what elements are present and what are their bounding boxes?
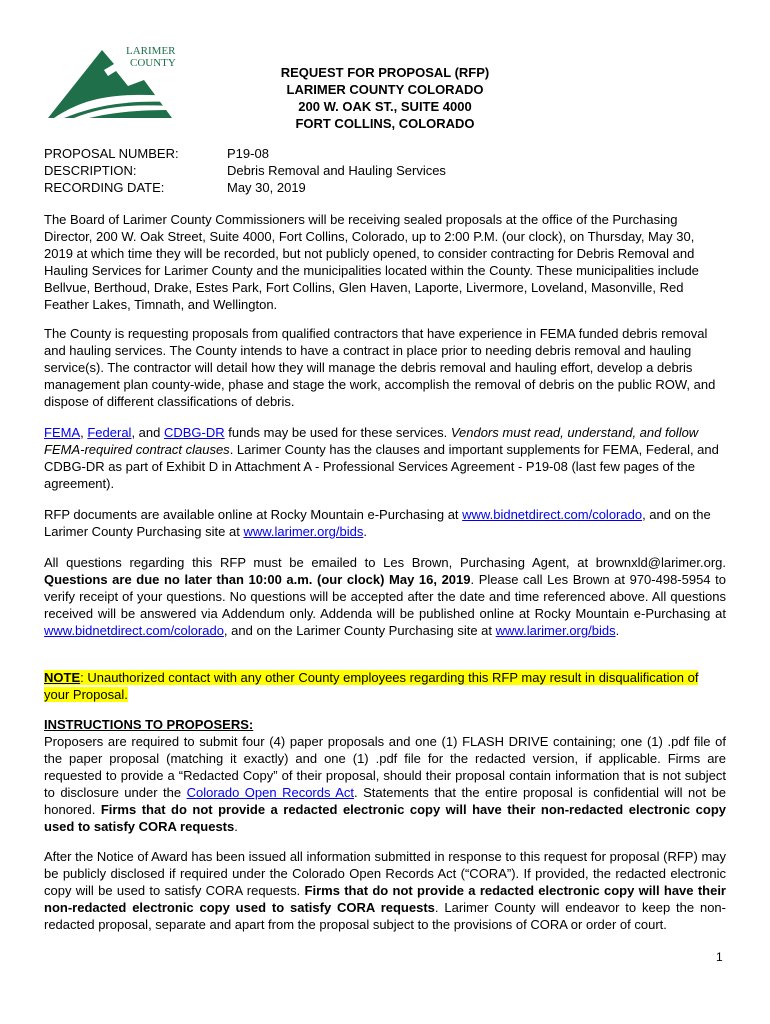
- funding-sep-2: , and: [131, 425, 164, 440]
- larimer-bids-link-2[interactable]: www.larimer.org/bids: [495, 623, 616, 638]
- federal-link[interactable]: Federal: [87, 425, 132, 440]
- note-text: : Unauthorized contact with any other County employees regarding this RFP may result in disqualification of your Proposal.: [44, 670, 699, 702]
- bidnet-link[interactable]: www.bidnetdirect.com/colorado: [462, 507, 643, 522]
- logo-line1: LARIMER: [126, 45, 176, 57]
- questions-text-3: , and on the Larimer County Purchasing site at: [223, 623, 496, 638]
- paragraph-questions: [44, 554, 726, 639]
- recording-date-row: [44, 179, 446, 196]
- questions-deadline: Questions are due no later than 10:00 a.m. (our clock) May 16, 2019: [44, 572, 471, 587]
- rfp-header: [200, 64, 570, 132]
- header-line-2: LARIMER COUNTY COLORADO: [286, 82, 484, 97]
- header-line-3: 200 W. OAK ST., SUITE 4000: [298, 99, 472, 114]
- description-label: DESCRIPTION:: [44, 163, 137, 178]
- funding-italic-note: Vendors must read, understand, and follow FEMA-required contract clauses: [44, 425, 699, 457]
- documents-text-3: .: [363, 524, 367, 539]
- recording-date-label: RECORDING DATE:: [44, 180, 165, 195]
- note-highlight: [44, 670, 698, 702]
- logo-line2: COUNTY: [130, 57, 176, 69]
- paragraph-funding: [44, 424, 726, 492]
- instructions-text-1: Proposers are required to submit four (4) paper proposals and one (1) FLASH DRIVE containing; one (1) .pdf file of the paper proposal (matching it exactly) and one (1) .pdf file for the redacted version, if applicable. Firms are requested to provide a “Redacted Copy” of their proposal, should their proposal contain information that is not subject to disclosure under the: [44, 734, 726, 800]
- funding-text-2: . Larimer County has the clauses and important supplements for FEMA, Federal, and CDBG-DR as part of Exhibit D in Attachment A - Professional Services Agreement - P19-08 (last few pages of the agreement).: [44, 442, 719, 491]
- proposal-number-value: P19-08: [227, 146, 269, 161]
- funding-sep-1: ,: [80, 425, 88, 440]
- paragraph-board-notice: The Board of Larimer County Commissioners will be receiving sealed proposals at the office of the Purchasing Director, 200 W. Oak Street, Suite 4000, Fort Collins, Colorado, up to 2:00 P.M. (our clock), on Thursday, May 30, 2019 at which time they will be recorded, but not publicly opened, to consider contracting for Debris Removal and Hauling Services for Larimer County and the municipalities located within the County. These municipalities include Bellvue, Berthoud, Drake, Estes Park, Fort Collins, Glen Haven, Laporte, Livermore, Loveland, Masonville, Red Feather Lakes, Timnath, and Wellington.: [44, 212, 699, 312]
- page-number: 1: [716, 950, 723, 964]
- note-label: NOTE: [44, 670, 81, 685]
- cora-text-2: . Larimer County will endeavor to keep the non-redacted proposal, separate and apart from the proposal subject to the provisions of CORA or order of court.: [44, 900, 726, 932]
- questions-text-4: .: [615, 623, 620, 638]
- bidnet-link-2[interactable]: www.bidnetdirect.com/colorado: [44, 623, 224, 638]
- cora-link[interactable]: Colorado Open Records Act: [186, 785, 355, 800]
- instructions-heading: INSTRUCTIONS TO PROPOSERS:: [44, 717, 254, 732]
- larimer-county-logo: [44, 40, 180, 122]
- recording-date-value: May 30, 2019: [227, 180, 306, 195]
- fema-link[interactable]: FEMA: [44, 425, 81, 440]
- paragraph-cora: [44, 848, 726, 933]
- paragraph-scope: The County is requesting proposals from qualified contractors that have experience in FEMA funded debris removal and hauling services. The County intends to have a contract in place prior to needing debris removal and hauling service(s). The contractor will detail how they will manage the debris removal and hauling effort, develop a debris management plan county-wide, phase and stage the work, accomplish the removal of debris on the public ROW, and dispose of different classifications of debris.: [44, 326, 716, 409]
- documents-text-1: RFP documents are available online at Rocky Mountain e-Purchasing at: [44, 507, 463, 522]
- cora-bold: Firms that do not provide a redacted electronic copy will have their non-redacted electronic copy used to satisfy CORA requests: [44, 883, 726, 915]
- cora-text-1: After the Notice of Award has been issued all information submitted in response to this request for proposal (RFP) may be publicly disclosed if required under the Colorado Open Records Act (“CORA”). If provided, the redacted electronic copy will be used to satisfy CORA requests.: [44, 849, 726, 898]
- instructions-section: [44, 716, 726, 835]
- paragraph-documents: [44, 506, 726, 540]
- proposal-meta: [44, 145, 446, 196]
- proposal-number-row: [44, 145, 446, 162]
- questions-text-1: All questions regarding this RFP must be emailed to Les Brown, Purchasing Agent, at brownxld@larimer.org.: [44, 555, 726, 570]
- cdbg-dr-link[interactable]: CDBG-DR: [163, 425, 225, 440]
- note-paragraph: [44, 669, 726, 703]
- description-row: [44, 162, 446, 179]
- instructions-bold: Firms that do not provide a redacted electronic copy will have their non-redacted electronic copy used to satisfy CORA requests: [44, 802, 726, 834]
- questions-text-2: . Please call Les Brown at 970-498-5954 to verify receipt of your questions. No questions will be accepted after the date and time referenced above. All questions received will be answered via Addendum only. Addenda will be published online at Rocky Mountain e-Purchasing at: [44, 572, 726, 621]
- documents-text-2: , and on the Larimer County Purchasing site at: [44, 507, 711, 539]
- larimer-bids-link[interactable]: www.larimer.org/bids: [243, 524, 364, 539]
- instructions-text-3: .: [234, 819, 238, 834]
- description-value: Debris Removal and Hauling Services: [227, 163, 446, 178]
- header-line-4: FORT COLLINS, COLORADO: [295, 116, 475, 131]
- instructions-text-2: . Statements that the entire proposal is confidential will not be honored.: [44, 785, 726, 817]
- proposal-number-label: PROPOSAL NUMBER:: [44, 146, 179, 161]
- funding-text-1: funds may be used for these services.: [224, 425, 451, 440]
- header-line-1: REQUEST FOR PROPOSAL (RFP): [280, 65, 490, 80]
